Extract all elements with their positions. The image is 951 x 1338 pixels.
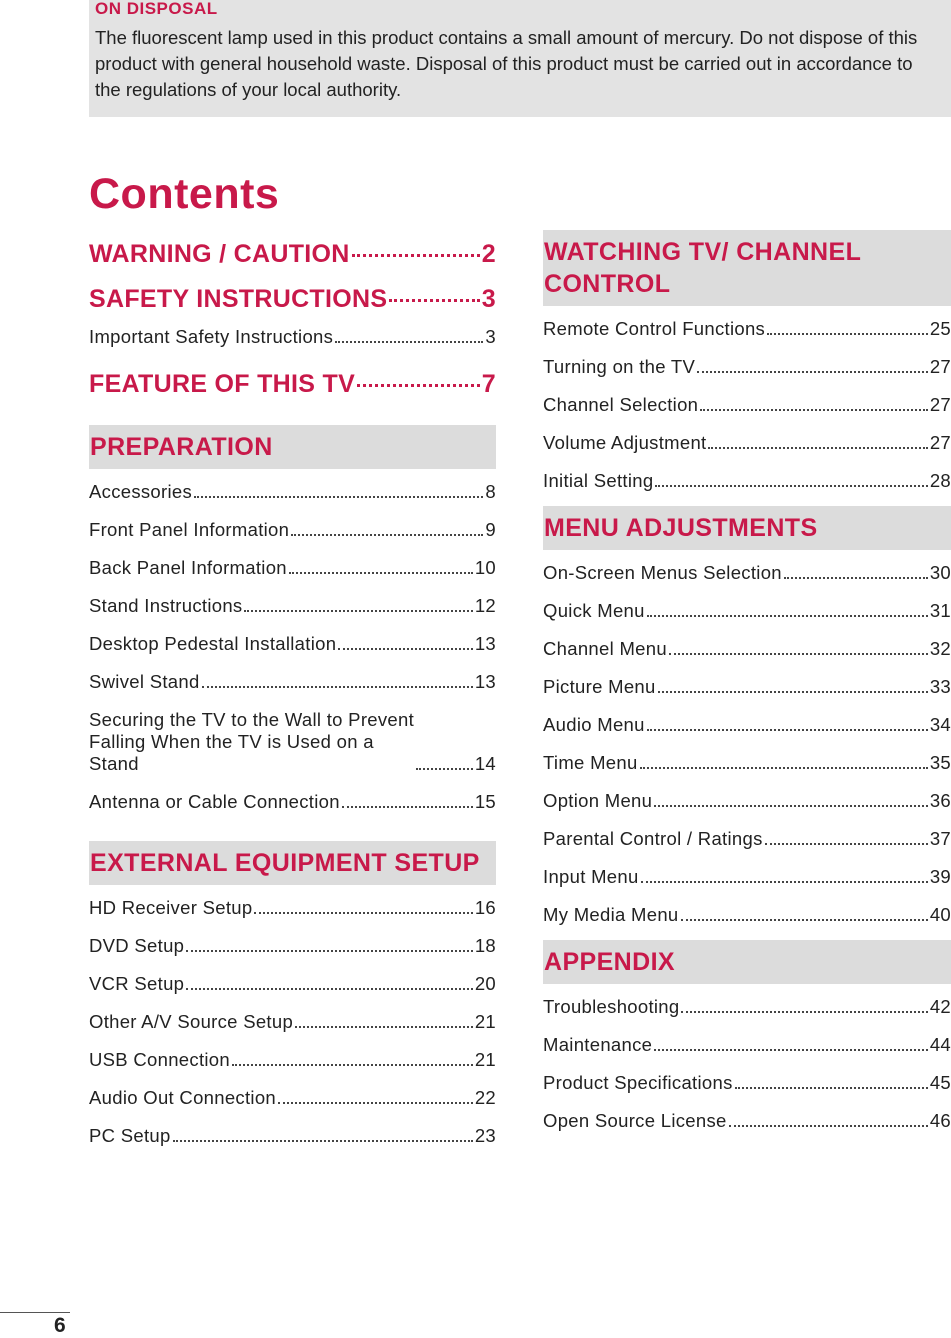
toc-entry-label: Time Menu <box>543 752 638 773</box>
toc-entry[interactable] <box>89 965 496 1003</box>
toc-page-number: 21 <box>474 1049 496 1070</box>
toc-top-entries <box>89 232 496 322</box>
toc-entry[interactable] <box>543 706 951 744</box>
page-number: 6 <box>54 1314 66 1337</box>
toc-leader-dots <box>681 1011 927 1013</box>
toc-page-number: 25 <box>929 318 951 339</box>
toc-leader-dots <box>338 648 473 650</box>
toc-preparation-entries <box>89 473 496 821</box>
toc-entry-label: Stand Instructions <box>89 595 243 616</box>
toc-entry-label: My Media Menu <box>543 904 679 925</box>
toc-leader-dots <box>335 341 483 343</box>
section-heading-menu-adjustments: MENU ADJUSTMENTS <box>543 506 951 550</box>
toc-entry[interactable] <box>543 592 951 630</box>
toc-page-number: 21 <box>474 1011 496 1032</box>
toc-entry[interactable] <box>89 663 496 701</box>
toc-leader-dots <box>194 496 483 498</box>
toc-leader-dots <box>342 806 473 808</box>
toc-watching-entries <box>543 310 951 500</box>
toc-leader-dots <box>232 1064 473 1066</box>
toc-page-number: 2 <box>481 240 496 268</box>
toc-page-number: 3 <box>481 285 496 313</box>
toc-leader-dots <box>357 384 480 387</box>
toc-leader-dots <box>254 912 472 914</box>
toc-entry-label: Quick Menu <box>543 600 645 621</box>
toc-entry-label: Channel Selection <box>543 394 699 415</box>
section-heading-external-equipment: EXTERNAL EQUIPMENT SETUP <box>89 841 496 885</box>
toc-entry[interactable] <box>543 462 951 500</box>
toc-page-number: 27 <box>929 356 951 377</box>
toc-entry[interactable] <box>543 386 951 424</box>
toc-left-column <box>89 232 496 1155</box>
section-heading-watching-tv: WATCHING TV/ CHANNEL CONTROL <box>543 230 951 306</box>
toc-page-number: 20 <box>474 973 496 994</box>
toc-page-number: 13 <box>474 671 496 692</box>
toc-entry[interactable] <box>543 424 951 462</box>
toc-entry-label: Troubleshooting <box>543 996 680 1017</box>
toc-entry[interactable] <box>89 927 496 965</box>
toc-leader-dots <box>289 572 473 574</box>
toc-page-number: 30 <box>929 562 951 583</box>
toc-entry-label: Back Panel Information <box>89 557 287 578</box>
toc-page-number: 28 <box>929 470 951 491</box>
toc-leader-dots <box>640 767 928 769</box>
toc-leader-dots <box>291 534 483 536</box>
toc-leader-dots <box>647 615 928 617</box>
toc-entry[interactable] <box>89 1079 496 1117</box>
toc-page-number: 13 <box>474 633 496 654</box>
toc-page-number: 7 <box>481 370 496 398</box>
toc-entry[interactable] <box>543 782 951 820</box>
toc-entry-label: FEATURE OF THIS TV <box>89 370 356 398</box>
toc-page-number: 31 <box>929 600 951 621</box>
toc-menu-entries <box>543 554 951 934</box>
toc-leader-dots <box>278 1102 473 1104</box>
toc-entry-label: Picture Menu <box>543 676 656 697</box>
toc-entry[interactable] <box>89 625 496 663</box>
toc-entry[interactable] <box>89 318 496 356</box>
toc-leader-dots <box>244 610 472 612</box>
toc-entry-label: WARNING / CAUTION <box>89 240 350 268</box>
toc-leader-dots <box>708 447 927 449</box>
toc-entry-label: Swivel Stand <box>89 671 200 692</box>
toc-entry-label: VCR Setup <box>89 973 185 994</box>
toc-page-number: 40 <box>929 904 951 925</box>
toc-external-entries <box>89 889 496 1155</box>
toc-entry-label: SAFETY INSTRUCTIONS <box>89 285 388 313</box>
toc-entry[interactable] <box>543 1064 951 1102</box>
toc-leader-dots <box>669 653 928 655</box>
toc-leader-dots <box>655 485 927 487</box>
toc-major-entry[interactable] <box>89 362 496 407</box>
disposal-notice <box>89 0 951 117</box>
toc-leader-dots <box>765 843 928 845</box>
toc-entry-label: Securing the TV to the Wall to Prevent Falling When the TV is Used on a Stand <box>89 709 415 774</box>
toc-leader-dots <box>295 1026 473 1028</box>
toc-entry-label: Turning on the TV <box>543 356 696 377</box>
toc-entry-label: Front Panel Information <box>89 519 290 540</box>
toc-leader-dots <box>641 881 928 883</box>
toc-entry-label: DVD Setup <box>89 935 185 956</box>
toc-page-number: 18 <box>474 935 496 956</box>
toc-entry-label: Parental Control / Ratings <box>543 828 763 849</box>
toc-entry[interactable] <box>543 310 951 348</box>
toc-leader-dots <box>647 729 928 731</box>
toc-page-number: 35 <box>929 752 951 773</box>
toc-entry[interactable] <box>543 820 951 858</box>
toc-entry-label: Open Source License <box>543 1110 727 1131</box>
toc-leader-dots <box>700 409 928 411</box>
toc-leader-dots <box>352 254 480 257</box>
toc-entry[interactable] <box>89 473 496 511</box>
notice-body: The fluorescent lamp used in this product contains a small amount of mercury. Do not dispose of this product with general household waste. Disposal of this product must be carried out in accordance to the regulations of your local authority. <box>95 27 918 100</box>
toc-right-column <box>543 230 951 1140</box>
toc-major-entry[interactable] <box>89 232 496 277</box>
toc-entry-label: Remote Control Functions <box>543 318 766 339</box>
toc-entry-label: PC Setup <box>89 1125 171 1146</box>
toc-entry-label: Audio Out Connection <box>89 1087 277 1108</box>
toc-leader-dots <box>681 919 928 921</box>
toc-leader-dots <box>658 691 928 693</box>
toc-entry-label: Maintenance <box>543 1034 653 1055</box>
toc-major-entry[interactable] <box>89 277 496 322</box>
toc-entry[interactable] <box>89 511 496 549</box>
toc-entry-label: Desktop Pedestal Installation <box>89 633 337 654</box>
toc-entry-label: Accessories <box>89 481 193 502</box>
toc-entry-label: USB Connection <box>89 1049 230 1070</box>
toc-page-number: 8 <box>485 481 496 502</box>
toc-page-number: 34 <box>929 714 951 735</box>
toc-entry[interactable] <box>543 896 951 934</box>
toc-page-number: 27 <box>929 394 951 415</box>
toc-entry[interactable] <box>89 889 496 927</box>
toc-page-number: 45 <box>929 1072 951 1093</box>
toc-page-number: 46 <box>929 1110 951 1131</box>
toc-entry[interactable] <box>89 549 496 587</box>
toc-page-number: 14 <box>474 753 496 774</box>
toc-page-number: 9 <box>485 519 496 540</box>
toc-leader-dots <box>389 299 479 302</box>
toc-leader-dots <box>767 333 928 335</box>
toc-leader-dots <box>654 805 928 807</box>
toc-entry[interactable] <box>543 988 951 1026</box>
toc-page-number: 36 <box>929 790 951 811</box>
toc-page-number: 10 <box>474 557 496 578</box>
toc-leader-dots <box>416 768 473 770</box>
toc-leader-dots <box>729 1125 928 1127</box>
toc-entry-label: Option Menu <box>543 790 653 811</box>
toc-safety-entries <box>89 318 496 356</box>
toc-entry-label: Channel Menu <box>543 638 667 659</box>
toc-page-number: 44 <box>929 1034 951 1055</box>
toc-leader-dots <box>202 686 473 688</box>
toc-entry-label: Initial Setting <box>543 470 654 491</box>
toc-leader-dots <box>784 577 928 579</box>
toc-appendix-entries <box>543 988 951 1140</box>
toc-entry-label: Input Menu <box>543 866 639 887</box>
toc-page-number: 39 <box>929 866 951 887</box>
toc-entry-label: Antenna or Cable Connection <box>89 791 340 812</box>
toc-entry-label: Other A/V Source Setup <box>89 1011 294 1032</box>
toc-entry[interactable] <box>543 348 951 386</box>
toc-page-number: 15 <box>474 791 496 812</box>
toc-entry[interactable] <box>543 858 951 896</box>
toc-leader-dots <box>186 988 473 990</box>
toc-leader-dots <box>173 1140 473 1142</box>
page-number-rule <box>0 1312 70 1313</box>
toc-page-number: 3 <box>485 326 496 347</box>
toc-leader-dots <box>186 950 473 952</box>
toc-entry[interactable] <box>89 783 496 821</box>
toc-page-number: 32 <box>929 638 951 659</box>
section-heading-preparation: PREPARATION <box>89 425 496 469</box>
toc-entry[interactable] <box>89 1003 496 1041</box>
toc-page-number: 37 <box>929 828 951 849</box>
toc-leader-dots <box>697 371 928 373</box>
toc-entry[interactable] <box>89 1041 496 1079</box>
toc-entry-label: Audio Menu <box>543 714 645 735</box>
toc-entry[interactable] <box>543 554 951 592</box>
toc-entry[interactable] <box>89 701 496 783</box>
toc-entry-label: HD Receiver Setup <box>89 897 253 918</box>
toc-leader-dots <box>654 1049 928 1051</box>
toc-entry[interactable] <box>89 587 496 625</box>
toc-entry[interactable] <box>543 1102 951 1140</box>
page-title: Contents <box>89 170 280 218</box>
toc-entry-label: Important Safety Instructions <box>89 326 334 347</box>
section-heading-appendix: APPENDIX <box>543 940 951 984</box>
toc-page-number: 27 <box>929 432 951 453</box>
toc-feature-entry <box>89 362 496 407</box>
toc-page-number: 16 <box>474 897 496 918</box>
toc-page-number: 42 <box>929 996 951 1017</box>
toc-page-number: 12 <box>474 595 496 616</box>
toc-page-number: 22 <box>474 1087 496 1108</box>
toc-entry-label: Volume Adjustment <box>543 432 707 453</box>
toc-page-number: 23 <box>474 1125 496 1146</box>
toc-entry[interactable] <box>543 744 951 782</box>
toc-leader-dots <box>735 1087 928 1089</box>
toc-entry-label: Product Specifications <box>543 1072 733 1093</box>
toc-entry-label: On-Screen Menus Selection <box>543 562 782 583</box>
toc-entry[interactable] <box>543 668 951 706</box>
toc-entry[interactable] <box>543 630 951 668</box>
toc-entry[interactable] <box>543 1026 951 1064</box>
toc-entry[interactable] <box>89 1117 496 1155</box>
notice-title: ON DISPOSAL <box>95 0 218 18</box>
toc-page-number: 33 <box>929 676 951 697</box>
